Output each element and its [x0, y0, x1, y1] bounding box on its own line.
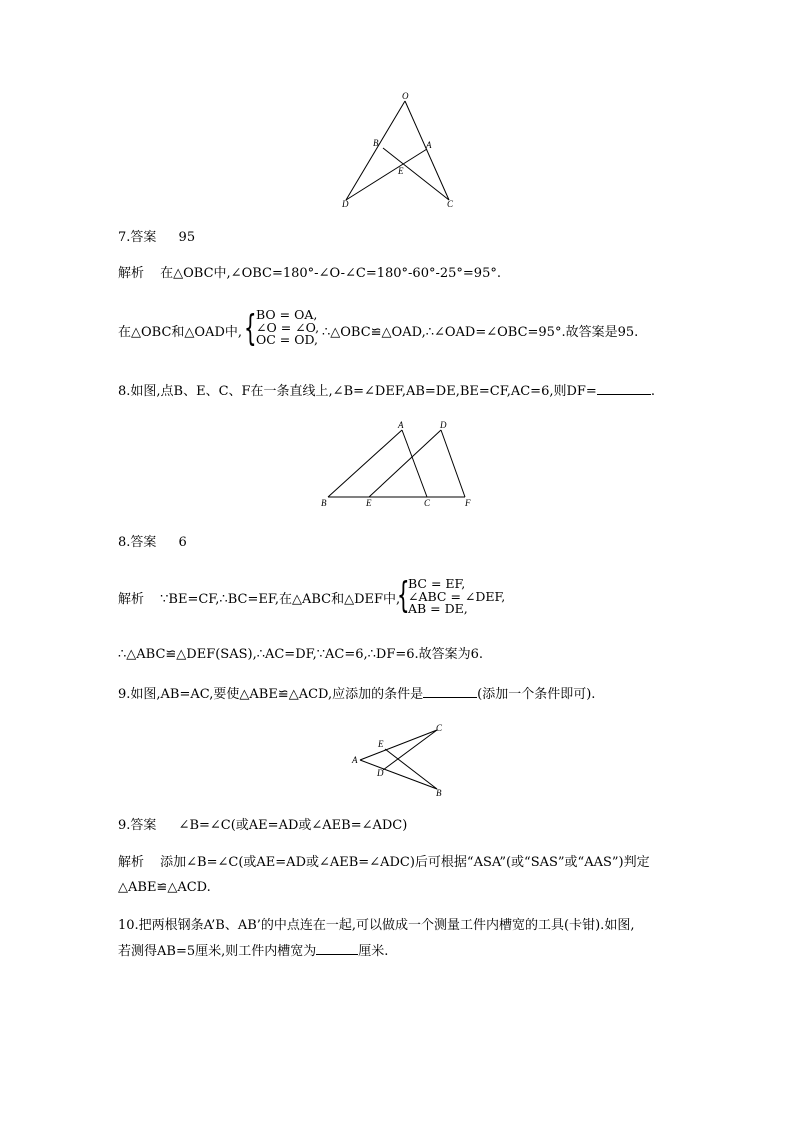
q7-analysis-line2-post: ∴△OBC≌△OAD,∴∠OAD=∠OBC=95°.故答案是95.: [322, 325, 639, 340]
point-label-C: C: [447, 199, 454, 209]
question-text: 9.如图,AB=AC,要使△ABE≌△ACD,应添加的条件是: [118, 687, 424, 702]
q10-line2: [118, 942, 388, 960]
point-label-A: A: [398, 420, 404, 430]
point-label-C: C: [424, 498, 431, 508]
q9-answer: [118, 818, 407, 834]
answer-label: 9.答案: [118, 818, 157, 833]
point-label-E: E: [366, 498, 372, 508]
point-label-F: F: [465, 498, 471, 508]
question-text: 若测得AB=5厘米,则工件内槽宽为: [118, 944, 317, 959]
system-line: BO = OA,: [256, 307, 318, 322]
answer-blank: [316, 942, 358, 955]
question-end: (添加一个条件即可).: [477, 687, 596, 702]
point-label-B: B: [436, 788, 442, 798]
answer-value: 6: [178, 535, 187, 550]
analysis-text: 在△OBC中,∠OBC=180°-∠O-∠C=180°-60°-25°=95°.: [160, 266, 501, 281]
point-label-A: A: [426, 140, 432, 150]
point-label-E: E: [398, 166, 404, 176]
question-text: 8.如图,点B、E、C、F在一条直线上,∠B=∠DEF,AB=DE,BE=CF,AC=6,则DF=: [118, 384, 597, 399]
point-label-D: D: [377, 768, 384, 778]
point-label-A: A: [352, 755, 358, 765]
analysis-label: 解析: [118, 592, 145, 607]
system-line: ∠ABC = ∠DEF,: [408, 588, 506, 604]
answer-label: 7.答案: [118, 230, 157, 245]
answer-value: ∠B=∠C(或AE=AD或∠AEB=∠ADC): [178, 818, 408, 833]
analysis-label: 解析: [118, 266, 145, 281]
analysis-label: 解析: [118, 855, 145, 870]
q9-analysis-line1: [118, 855, 650, 871]
system-line: AB = DE,: [408, 601, 468, 616]
left-brace: {: [244, 308, 257, 349]
point-label-D: D: [440, 420, 447, 430]
question-end: .: [650, 384, 655, 399]
answer-label: 8.答案: [118, 535, 157, 550]
analysis-text: ∵BE=CF,∴BC=EF,在△ABC和△DEF中,: [160, 592, 401, 607]
system-line: OC = OD,: [256, 332, 319, 347]
system-line: BC = EF,: [408, 576, 466, 591]
q9-analysis-line2: △ABE≌△ACD.: [118, 880, 211, 895]
answer-value: 95: [178, 230, 196, 245]
point-label-C: C: [436, 723, 443, 733]
left-brace: {: [397, 575, 410, 616]
point-label-D: D: [342, 199, 349, 209]
q7-analysis-line2-pre: 在△OBC和△OAD中,: [118, 325, 242, 340]
q8-conclusion: ∴△ABC≌△DEF(SAS),∴AC=DF,∵AC=6,∴DF=6.故答案为6.: [118, 647, 484, 662]
analysis-text: 添加∠B=∠C(或AE=AD或∠AEB=∠ADC)后可根据“ASA”(或“SAS”或“AAS”)判定: [160, 855, 650, 870]
point-label-O: O: [402, 91, 409, 101]
point-label-B: B: [373, 138, 379, 148]
question-end: 厘米.: [358, 944, 389, 959]
point-label-B: B: [321, 498, 327, 508]
q10-line1: 10.把两根钢条A’B、AB’的中点连在一起,可以做成一个测量工件内槽宽的工具(卡钳).如图,: [118, 918, 635, 933]
point-label-E: E: [378, 739, 384, 749]
system-line: ∠O = ∠O,: [256, 319, 320, 335]
